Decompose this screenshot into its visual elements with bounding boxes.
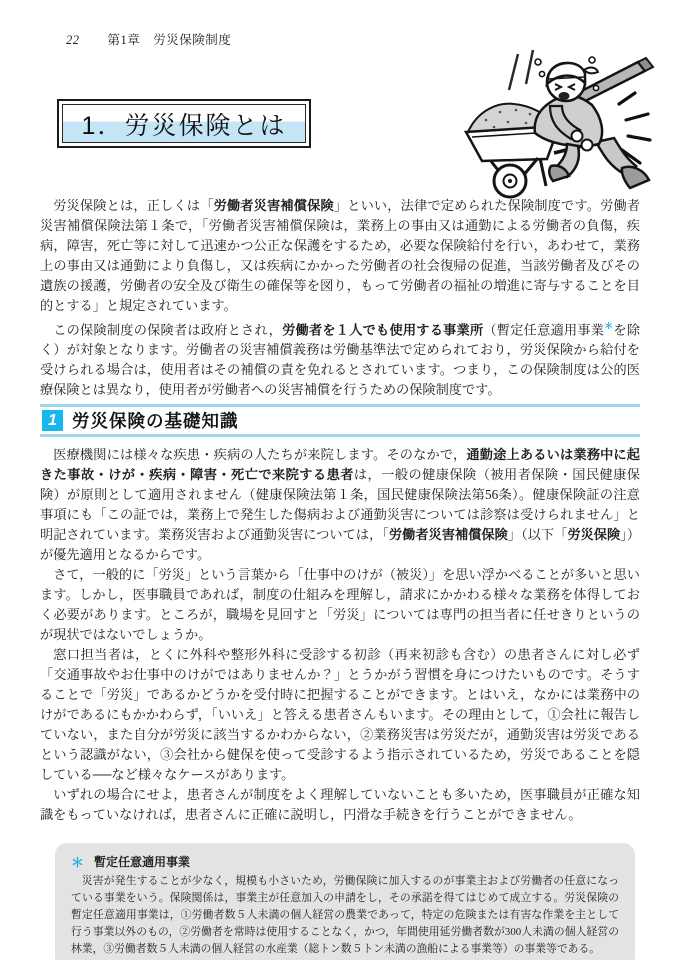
paragraph-4: さて，一般的に「労災」という言葉から「仕事中のけが（被災）」を思い浮かべることが多いと思います。しかし，医事職員であれば，制度の仕組みを理解し，請求にかかわる様々な業務を体得しておく必要があります。ところが，職場を見回すと「労災」については専門の担当者に任せきりというのが現状ではないでしょうか。 [40,567,640,643]
footnote-header [71,852,619,871]
section-title: 労災保険の基礎知識 [72,410,239,431]
footnote-box [55,843,635,960]
page-title: 1．労災保険とは [62,104,306,143]
footnote-title: 暫定任意適用事業 [94,855,191,869]
page-number: 22 [66,33,80,47]
section-number-badge: 1 [42,410,63,431]
paragraph-5: 窓口担当者は，とくに外科や整形外科に受診する初診（再来初診も含む）の患者さんに対し必ず「交通事故やお仕事中のけがではありませんか？」とうかがう習慣を身につけたいものです。そうすることで「労災」であるかどうかを受付時に把握することができます。とはいえ，なかには業務中のけがであるにもかかわらず，「いいえ」と答える患者さんもいます。その理由として，①会社に報告していない，また自分が労災に該当するかわからない，②業務災害は労災だが，通勤災害は労災であるという認識がない，③会社から健保を使って受診するよう指示されているため，労災であることを隠している──など様々なケースがあります。 [40,647,640,783]
paragraph-6: いずれの場合にせよ，患者さんが制度をよく理解していないことも多いため，医事職員が正確な知識をもっていなければ，患者さんに正確に説明し，円滑な手続きを行うことができません。 [40,787,640,823]
paragraph-2: この保険制度の保険者は政府とされ，労働者を１人でも使用する事業所（暫定任意適用事業＊を除く）が対象となります。労働者の災害補償義務は労働基準法で定められており，労災保険から給付を受けられる場合は，使用者はその補償の責を免れるとされています。つまり，この保険制度は公的医療保険とは異なり，使用者が労働者への災害補償を行うための保険制度です。 [40,321,641,398]
page-header [66,30,231,48]
injured-worker-illustration [438,48,668,203]
paragraph-1: 労災保険とは，正しくは「労働者災害補償保険」といい，法律で定められた保険制度です。労働者災害補償保険法第１条で，「労働者災害補償保険は，業務上の事由又は通勤による労働者の負傷，疾病，障害，死亡等に対して迅速かつ公正な保護をするため，必要な保険給付を行い，あわせて，業務上の事由又は通勤により負傷し，又は疾病にかかった労働者の社会復帰の促進，当該労働者及びその遺族の援護，労働者の安全及び衛生の確保等を図り，もって労働者の福祉の増進に寄与することを目的とする」と規定されています。 [40,198,640,313]
paragraph-3: 医療機関には様々な疾患・疾病の人たちが来院します。そのなかで，通勤途上あるいは業務中に起きた事故・けが・疾病・障害・死亡で来院する患者は，一般の健康保険（被用者保険・国民健康保険）が原則として適用されません（健康保険法第１条，国民健康保険法第56条）。健康保険証の注意事項にも「この証では，業務上で発生した傷病および通勤災害については診察は受けられません」と明記されています。業務災害および通勤災害については，「労働者災害補償保険」（以下「労災保険」）が優先適用となるからです。 [40,447,641,563]
section-rule-bottom [40,434,640,437]
section-heading [40,404,640,437]
chapter-title-box [57,99,311,148]
chapter-label: 第1章 労災保険制度 [107,33,232,47]
body-text-column [40,196,640,825]
footnote-body: 災害が発生することが少なく，規模も小さいため，労働保険に加入するのが事業主および労働者の任意になっている事業をいう。保険関係は，事業主が任意加入の申請をし，その承諾を得てはじめて成立する。労災保険の暫定任意適用事業は，①労働者数５人未満の個人経営の農業であって，特定の危険または有害な作業を主として行う事業以外のもの，②労働者を常時は使用することなく，かつ，年間使用延労働者数が300人未満の個人経営の林業，③労働者数５人未満の個人経営の水産業（総トン数５トン未満の漁船による事業等）の事業等である。 [71,875,619,955]
asterisk-icon: ＊ [71,855,85,870]
